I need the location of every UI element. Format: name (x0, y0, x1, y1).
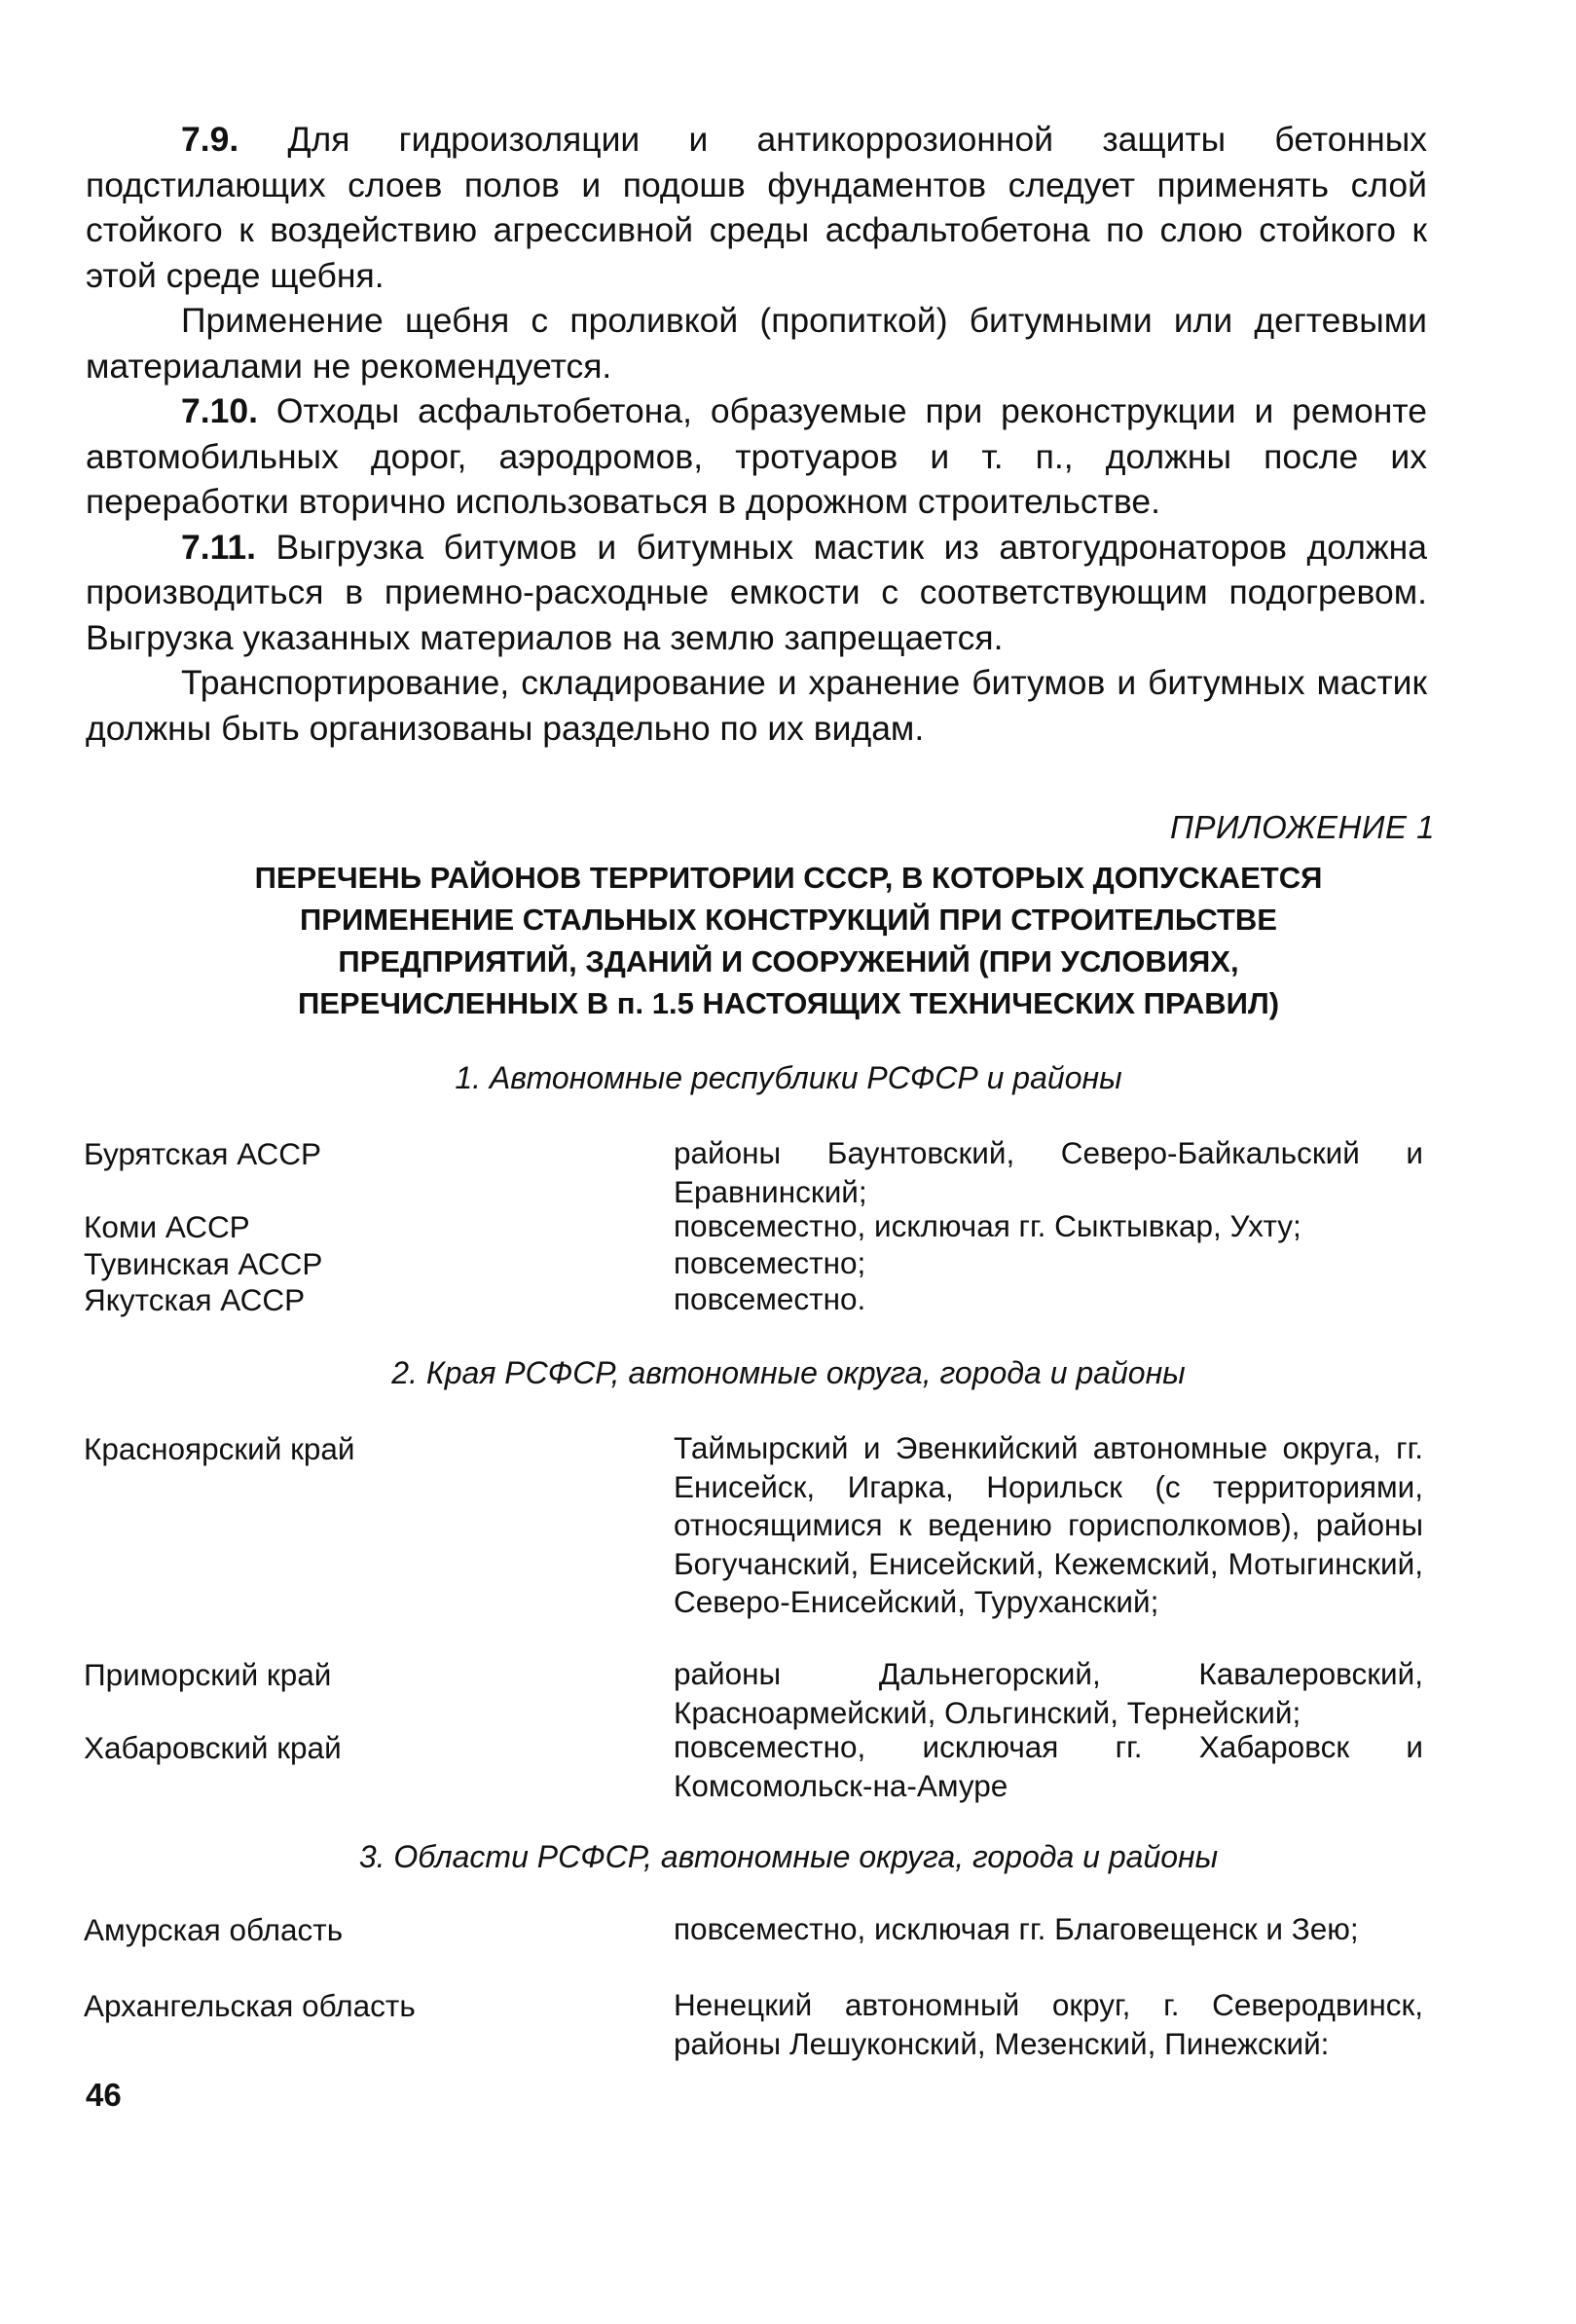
paragraph-text: Транспортирование, складирование и хранение битумов и битумных мастик должны быть организованы раздельно по их видам. (86, 663, 1427, 748)
region-description: повсеместно, исключая гг. Благовещенск и Зею; (674, 1911, 1359, 1946)
region-name: Якутская АССР (84, 1282, 306, 1317)
body-text (86, 117, 1427, 751)
region-name: Бурятская АССР (84, 1136, 322, 1171)
paragraph-7-11 (86, 525, 1427, 661)
region-description: повсеместно. (674, 1281, 866, 1316)
paragraph-7-10 (86, 388, 1427, 525)
region-name: Тувинская АССР (84, 1246, 323, 1281)
region-description: повсеместно, исключая гг. Хабаровск и Комсомольск-на-Амуре (674, 1729, 1423, 1803)
region-name: Амурская область (84, 1912, 344, 1947)
appendix-title-line: ПРИМЕНЕНИЕ СТАЛЬНЫХ КОНСТРУКЦИЙ ПРИ СТРОИТЕЛЬСТВЕ (299, 903, 1277, 937)
region-description: районы Баунтовский, Северо-Байкальский и Еравнинский; (674, 1135, 1423, 1209)
region-name: Красноярский край (84, 1431, 355, 1466)
region-name: Приморский край (84, 1657, 332, 1692)
appendix-title-line: ПЕРЕЧИСЛЕННЫХ В п. 1.5 НАСТОЯЩИХ ТЕХНИЧЕСКИХ ПРАВИЛ) (297, 986, 1280, 1020)
paragraph-text: Выгрузка битумов и битумных мастик из автогудронаторов должна производиться в приемно-расходные емкости с соответствующим подогревом. Выгрузка указанных материалов на землю запрещается. (86, 527, 1427, 657)
paragraph-7-9-note (86, 298, 1427, 388)
region-description: повсеместно; (674, 1245, 866, 1280)
paragraph-text: Применение щебня с проливкой (пропиткой) битумными или дегтевыми материалами не рекомендуется. (86, 301, 1427, 386)
page-number: 46 (86, 2077, 122, 2113)
paragraph-text: Для гидроизоляции и антикоррозионной защиты бетонных подстилающих слоев полов и подошв фундаментов следует применять слой стойкого к воздействию агрессивной среды асфальтобетона по слою стойкого к этой среде щебня. (86, 120, 1427, 295)
clause-number: 7.9. (181, 120, 239, 159)
paragraph-7-11-note (86, 660, 1427, 751)
region-description: Таймырский и Эвенкийский автономные округа, гг. Енисейск, Игарка, Норильск (с территориями, относящимися к ведению горисполкомов), районы Богучанский, Енисейский, Кежемский, Мотыгинский, Северо-Енисейский, Туруханский; (674, 1430, 1423, 1619)
section-heading-1: 1. Автономные республики РСФСР и районы (455, 1060, 1122, 1095)
region-description: Ненецкий автономный округ, г. Северодвинск, районы Лешуконский, Мезенский, Пинежский: (674, 1987, 1423, 2061)
appendix-title-line: ПРЕДПРИЯТИЙ, ЗДАНИЙ И СООРУЖЕНИЙ (ПРИ УСЛОВИЯХ, (338, 944, 1239, 978)
region-name: Хабаровский край (84, 1730, 342, 1765)
section-heading-2: 2. Края РСФСР, автономные округа, города и районы (391, 1355, 1186, 1390)
appendix-title-line: ПЕРЕЧЕНЬ РАЙОНОВ ТЕРРИТОРИИ СССР, В КОТОРЫХ ДОПУСКАЕТСЯ (254, 861, 1323, 895)
clause-number: 7.10. (181, 391, 258, 430)
paragraph-7-9 (86, 117, 1427, 298)
region-description: повсеместно, исключая гг. Сыктывкар, Ухту; (674, 1208, 1301, 1243)
clause-number: 7.11. (181, 527, 256, 567)
section-heading-3: 3. Области РСФСР, автономные округа, города и районы (358, 1839, 1219, 1874)
region-description: районы Дальнегорский, Кавалеровский, Красноармейский, Ольгинский, Тернейский; (674, 1656, 1423, 1730)
appendix-label: ПРИЛОЖЕНИЕ 1 (1170, 809, 1435, 845)
paragraph-text: Отходы асфальтобетона, образуемые при реконструкции и ремонте автомобильных дорог, аэродромов, тротуаров и т. п., должны после их переработки вторично использоваться в дорожном строительстве. (86, 391, 1428, 521)
appendix-title (156, 857, 1421, 1024)
region-name: Архангельская область (84, 1988, 416, 2023)
region-name: Коми АССР (84, 1209, 250, 1244)
